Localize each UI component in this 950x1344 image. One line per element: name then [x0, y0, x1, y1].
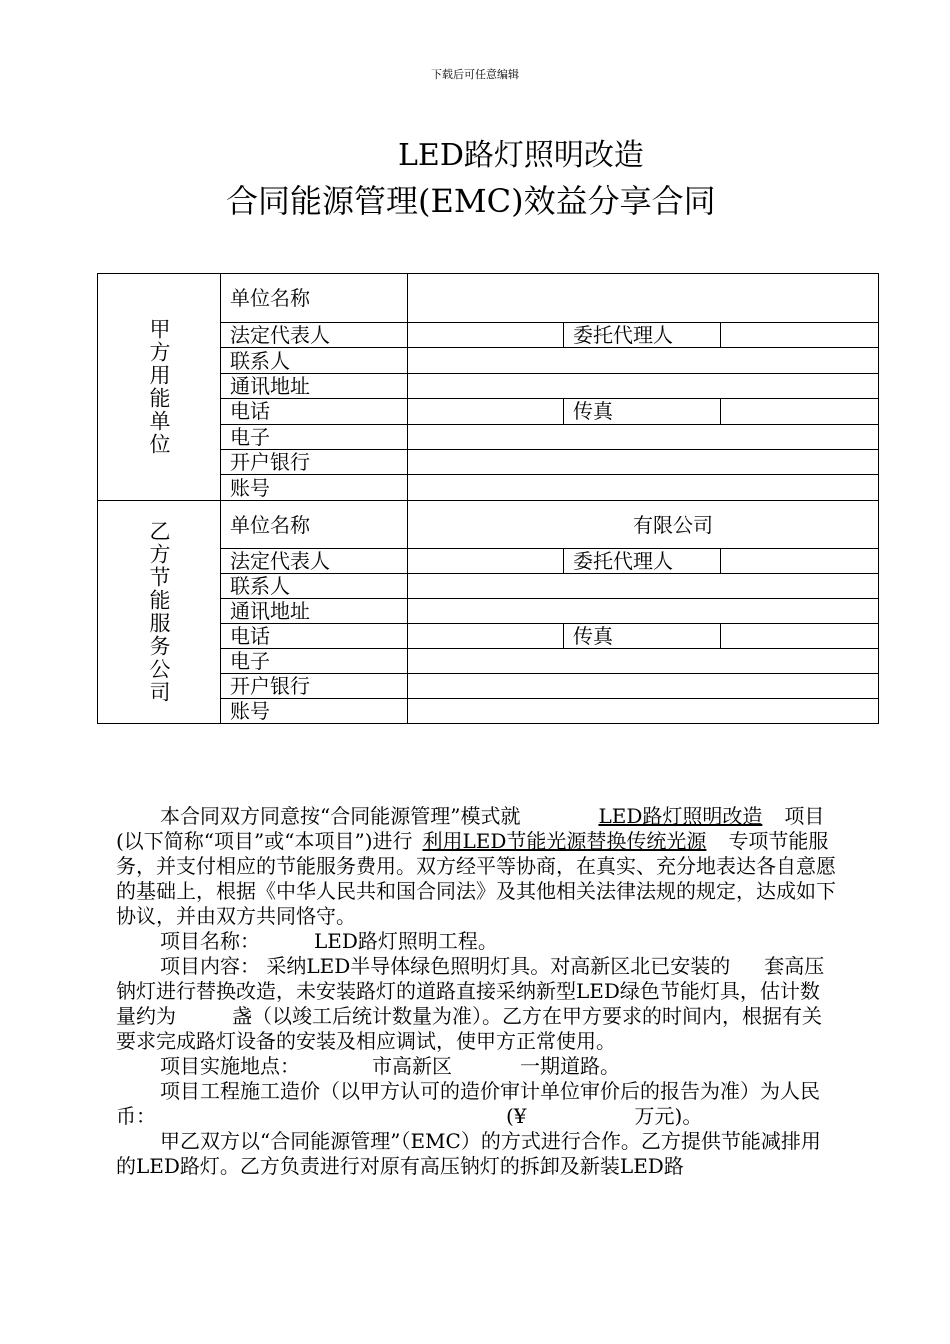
- party-b-legal-rep-label: 法定代表人: [221, 549, 408, 574]
- content-text-1: 项目内容： 采纳LED半导体绿色照明灯具。对高新区北已安装的: [160, 954, 731, 978]
- party-b-unit-name-value[interactable]: 有限公司: [408, 501, 879, 549]
- party-a-bank-value[interactable]: [408, 450, 879, 475]
- service-blank: [413, 829, 729, 853]
- contract-body: [116, 804, 836, 1179]
- party-a-unit-name-label: 单位名称: [221, 274, 408, 323]
- party-a-unit-row: [98, 274, 879, 323]
- document-title-line1: LED路灯照明改造: [398, 138, 644, 173]
- party-b-fax-label: 传真: [564, 624, 721, 649]
- document-title-line2: 合同能源管理(EMC)效益分享合同: [226, 182, 716, 220]
- content-text-2: 套高压钠灯进行替换改造，未安装路灯的道路直接采纳新型LED绿色节能灯具，估计数量约为: [116, 954, 825, 1028]
- cost-yuan-symbol: (¥: [506, 1104, 527, 1128]
- party-a-phone-value[interactable]: [408, 399, 564, 424]
- party-b-side-label: 乙方节能服务公司: [98, 501, 221, 724]
- party-b-contact-label: 联系人: [221, 574, 408, 599]
- estimated-quantity-blank: [176, 1004, 232, 1028]
- party-a-address-value[interactable]: [408, 373, 879, 398]
- party-b-bank-value[interactable]: [408, 674, 879, 699]
- party-b-fax-value[interactable]: [721, 624, 879, 649]
- party-b-unit-name-label: 单位名称: [221, 501, 408, 549]
- paragraph-cost: [116, 1079, 836, 1129]
- cost-unit: 万元)。: [634, 1104, 703, 1128]
- party-a-contact-label: 联系人: [221, 348, 408, 373]
- party-a-agent-label: 委托代理人: [564, 322, 721, 347]
- party-b-legal-rep-value[interactable]: [408, 549, 564, 574]
- party-a-bank-label: 开户银行: [221, 450, 408, 475]
- location-label: 项目实施地点：: [160, 1054, 300, 1078]
- party-a-fax-label: 传真: [564, 399, 721, 424]
- paragraph-project-name: [116, 929, 836, 954]
- paragraph-cooperation: [116, 1129, 836, 1179]
- party-b-agent-value[interactable]: [721, 549, 879, 574]
- project-name-label: 项目名称：: [160, 929, 260, 953]
- party-a-account-label: 账号: [221, 475, 408, 501]
- paragraph-project-content: [116, 954, 836, 1054]
- party-b-contact-value[interactable]: [408, 574, 879, 599]
- cooperation-text: 甲乙双方以“合同能源管理”（EMC）的方式进行合作。乙方提供节能减排用的LED路灯。乙方负责进行对原有高压钠灯的拆卸及新装LED路: [116, 1129, 821, 1178]
- party-b-agent-label: 委托代理人: [564, 549, 721, 574]
- party-b-email-label: 电子: [221, 649, 408, 674]
- project-name-value: LED路灯照明工程。: [314, 929, 498, 953]
- header-note: 下载后可任意编辑: [431, 68, 519, 81]
- party-a-unit-name-value[interactable]: [408, 274, 879, 323]
- agreement-text-2: 项目(以下简称“项目”或“本项目”)进行: [116, 804, 825, 853]
- party-a-address-label: 通讯地址: [221, 373, 408, 398]
- party-a-legal-rep-value[interactable]: [408, 322, 564, 347]
- party-a-side-label: 甲方用能单位: [98, 274, 221, 501]
- cost-wan-blank: [527, 1104, 635, 1128]
- agreement-text-1: 本合同双方同意按“合同能源管理”模式就: [160, 804, 521, 828]
- project-name-fill: LED路灯照明改造: [598, 804, 763, 828]
- party-b-bank-label: 开户银行: [221, 674, 408, 699]
- paragraph-agreement: [116, 804, 836, 929]
- party-a-phone-label: 电话: [221, 399, 408, 424]
- party-a-agent-value[interactable]: [721, 322, 879, 347]
- party-b-phone-value[interactable]: [408, 624, 564, 649]
- service-fill: 利用LED节能光源替换传统光源: [422, 829, 707, 853]
- party-b-unit-row: [98, 501, 879, 549]
- party-a-email-value[interactable]: [408, 424, 879, 449]
- location-district: 市高新区: [372, 1054, 452, 1078]
- party-b-email-value[interactable]: [408, 649, 879, 674]
- lamp-count-blank: [730, 954, 764, 978]
- party-a-legal-rep-label: 法定代表人: [221, 322, 408, 347]
- party-a-contact-value[interactable]: [408, 348, 879, 373]
- project-name-blank: [520, 804, 784, 828]
- agreement-text-3: 专项节能服务，并支付相应的节能服务费用。双方经平等协商，在真实、充分地表达各自意愿的基础上，根据《中华人民共和国合同法》及其他相关法律法规的规定，达成如下协议，并由双方共同恪守。: [116, 829, 836, 928]
- party-b-account-label: 账号: [221, 699, 408, 724]
- party-b-address-label: 通讯地址: [221, 599, 408, 624]
- party-info-table: [97, 273, 879, 724]
- party-a-account-value[interactable]: [408, 475, 879, 501]
- cost-amount-blank: [156, 1104, 490, 1128]
- location-road: 一期道路。: [520, 1054, 620, 1078]
- party-a-email-label: 电子: [221, 424, 408, 449]
- party-b-account-value[interactable]: [408, 699, 879, 724]
- party-b-phone-label: 电话: [221, 624, 408, 649]
- party-a-fax-value[interactable]: [721, 399, 879, 424]
- paragraph-location: [116, 1054, 836, 1079]
- content-text-3: 盏（以竣工后统计数量为准）。乙方在甲方要求的时间内，根据有关要求完成路灯设备的安装及相应调试，使甲方正常使用。: [116, 1004, 822, 1053]
- party-b-address-value[interactable]: [408, 599, 879, 624]
- cost-text: 项目工程施工造价（以甲方认可的造价审计单位审价后的报告为准）为人民币：: [116, 1079, 820, 1128]
